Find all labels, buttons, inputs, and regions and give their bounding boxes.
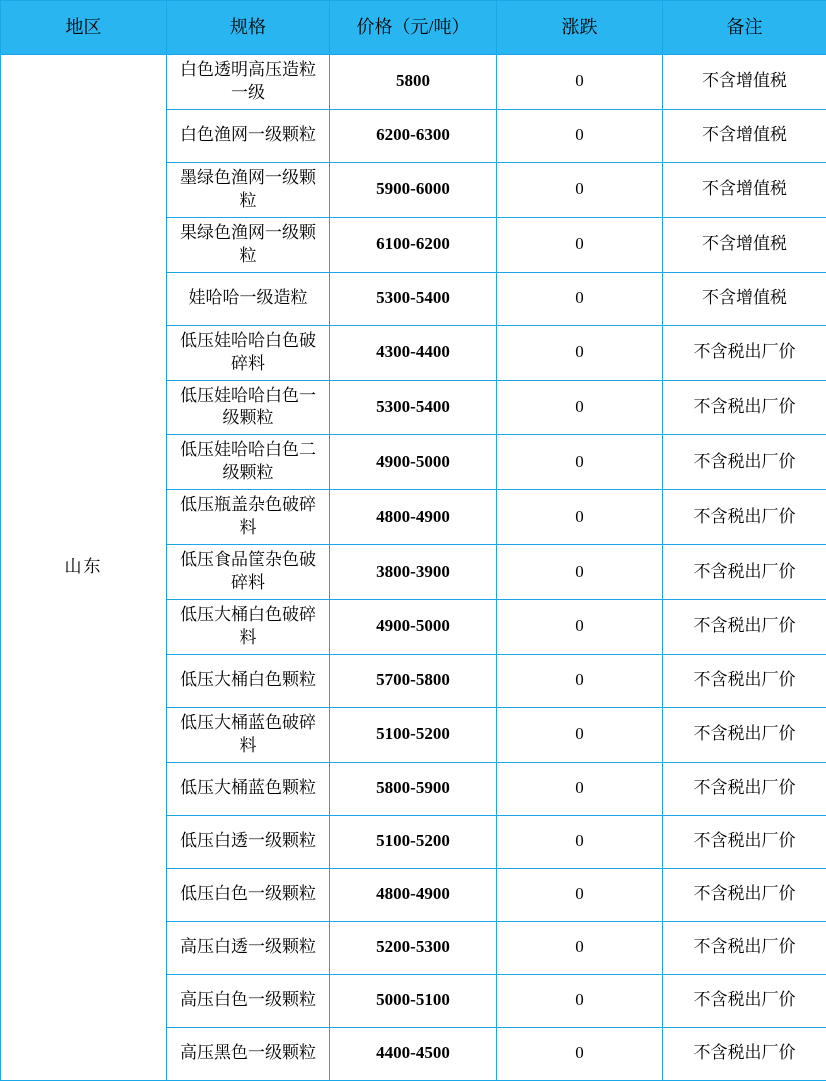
remark-cell: 不含税出厂价	[663, 380, 826, 435]
header-price: 价格（元/吨）	[330, 1, 497, 55]
change-cell: 0	[497, 490, 663, 545]
change-cell: 0	[497, 325, 663, 380]
remark-cell: 不含增值税	[663, 109, 826, 162]
remark-cell: 不含增值税	[663, 217, 826, 272]
remark-cell: 不含税出厂价	[663, 868, 826, 921]
change-cell: 0	[497, 707, 663, 762]
spec-cell: 低压娃哈哈白色一级颗粒	[167, 380, 330, 435]
price-cell: 5100-5200	[330, 707, 497, 762]
spec-cell: 低压瓶盖杂色破碎料	[167, 490, 330, 545]
change-cell: 0	[497, 217, 663, 272]
header-change: 涨跌	[497, 1, 663, 55]
change-cell: 0	[497, 654, 663, 707]
spec-cell: 高压黑色一级颗粒	[167, 1027, 330, 1080]
spec-cell: 低压大桶蓝色破碎料	[167, 707, 330, 762]
price-cell: 4900-5000	[330, 435, 497, 490]
remark-cell: 不含税出厂价	[663, 974, 826, 1027]
table-body	[1, 55, 826, 1081]
spec-cell: 低压白透一级颗粒	[167, 815, 330, 868]
header-row	[1, 1, 826, 55]
remark-cell: 不含税出厂价	[663, 325, 826, 380]
remark-cell: 不含税出厂价	[663, 707, 826, 762]
remark-cell: 不含税出厂价	[663, 490, 826, 545]
price-cell: 4800-4900	[330, 490, 497, 545]
remark-cell: 不含税出厂价	[663, 921, 826, 974]
price-cell: 5900-6000	[330, 162, 497, 217]
remark-cell: 不含税出厂价	[663, 545, 826, 600]
price-cell: 5700-5800	[330, 654, 497, 707]
spec-cell: 白色渔网一级颗粒	[167, 109, 330, 162]
price-cell: 5300-5400	[330, 380, 497, 435]
change-cell: 0	[497, 109, 663, 162]
remark-cell: 不含税出厂价	[663, 435, 826, 490]
spec-cell: 高压白透一级颗粒	[167, 921, 330, 974]
change-cell: 0	[497, 921, 663, 974]
price-cell: 3800-3900	[330, 545, 497, 600]
price-cell: 4400-4500	[330, 1027, 497, 1080]
change-cell: 0	[497, 272, 663, 325]
change-cell: 0	[497, 868, 663, 921]
header-region: 地区	[1, 1, 167, 55]
price-cell: 4800-4900	[330, 868, 497, 921]
change-cell: 0	[497, 162, 663, 217]
remark-cell: 不含增值税	[663, 55, 826, 110]
remark-cell: 不含税出厂价	[663, 762, 826, 815]
change-cell: 0	[497, 762, 663, 815]
header-spec: 规格	[167, 1, 330, 55]
change-cell: 0	[497, 380, 663, 435]
price-cell: 6100-6200	[330, 217, 497, 272]
price-cell: 4900-5000	[330, 600, 497, 655]
region-cell: 山东	[1, 55, 167, 1081]
change-cell: 0	[497, 1027, 663, 1080]
remark-cell: 不含税出厂价	[663, 654, 826, 707]
spec-cell: 果绿色渔网一级颗粒	[167, 217, 330, 272]
spec-cell: 白色透明高压造粒 一级	[167, 55, 330, 110]
price-cell: 4300-4400	[330, 325, 497, 380]
spec-cell: 低压白色一级颗粒	[167, 868, 330, 921]
remark-cell: 不含增值税	[663, 162, 826, 217]
header-remark: 备注	[663, 1, 826, 55]
change-cell: 0	[497, 815, 663, 868]
price-cell: 5200-5300	[330, 921, 497, 974]
remark-cell: 不含增值税	[663, 272, 826, 325]
price-cell: 5300-5400	[330, 272, 497, 325]
change-cell: 0	[497, 435, 663, 490]
table-header	[1, 1, 826, 55]
spec-cell: 低压大桶白色颗粒	[167, 654, 330, 707]
change-cell: 0	[497, 545, 663, 600]
spec-cell: 低压食品筐杂色破碎料	[167, 545, 330, 600]
remark-cell: 不含税出厂价	[663, 815, 826, 868]
spec-cell: 墨绿色渔网一级颗粒	[167, 162, 330, 217]
price-cell: 6200-6300	[330, 109, 497, 162]
price-cell: 5800	[330, 55, 497, 110]
price-cell: 5100-5200	[330, 815, 497, 868]
remark-cell: 不含税出厂价	[663, 600, 826, 655]
spec-cell: 高压白色一级颗粒	[167, 974, 330, 1027]
table-row	[1, 55, 826, 110]
price-cell: 5800-5900	[330, 762, 497, 815]
change-cell: 0	[497, 974, 663, 1027]
spec-cell: 低压娃哈哈白色二级颗粒	[167, 435, 330, 490]
remark-cell: 不含税出厂价	[663, 1027, 826, 1080]
change-cell: 0	[497, 600, 663, 655]
spec-cell: 娃哈哈一级造粒	[167, 272, 330, 325]
spec-cell: 低压大桶蓝色颗粒	[167, 762, 330, 815]
price-cell: 5000-5100	[330, 974, 497, 1027]
spec-cell: 低压娃哈哈白色破碎料	[167, 325, 330, 380]
change-cell: 0	[497, 55, 663, 110]
spec-cell: 低压大桶白色破碎料	[167, 600, 330, 655]
